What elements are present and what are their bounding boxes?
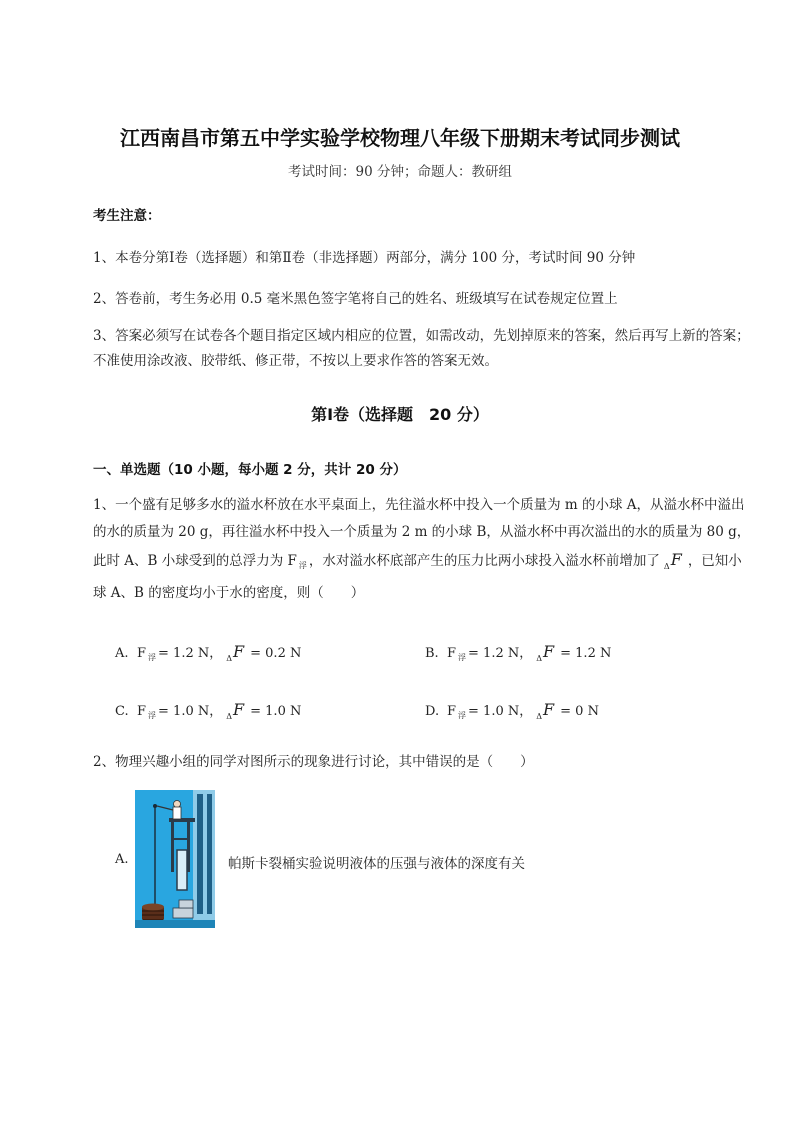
notice-item-3: 3、答案必须写在试卷各个题目指定区域内相应的位置，如需改动，先划掉原来的答案，然后再写上新的答案；不准使用涂改液、胶带纸、修正带，不按以上要求作答的答案无效。 bbox=[93, 328, 750, 369]
delta-symbol: Δ bbox=[663, 562, 670, 571]
notice-item-2: 2、答卷前，考生务必用 0.5 毫米黑色签字笔将自己的姓名、班级填写在试卷规定位置上 bbox=[93, 291, 618, 307]
q1-option-c[interactable]: C. F $_浮$ = 1.0 N， $_\Delta$F = 1.0 N bbox=[115, 700, 302, 721]
notice-heading: 考生注意： bbox=[93, 208, 161, 224]
option-key: D. bbox=[425, 704, 440, 719]
q2-option-a-key[interactable]: A. bbox=[115, 852, 129, 867]
part-heading: 一、单选题（10 小题，每小题 2 分，共计 20 分） bbox=[93, 462, 407, 478]
exam-subtitle: 考试时间：90 分钟；命题人：教研组 bbox=[288, 164, 512, 180]
q1-option-a[interactable]: A. F $_浮$ = 1.2 N， $_\Delta$F = 0.2 N bbox=[115, 642, 302, 663]
question-1 bbox=[93, 492, 753, 607]
question-2: 2、物理兴趣小组的同学对图所示的现象进行讨论，其中错误的是（ ） bbox=[93, 754, 534, 770]
option-key: B. bbox=[425, 646, 439, 661]
pascal-barrel-image bbox=[135, 790, 215, 928]
f-symbol: F bbox=[670, 550, 682, 569]
q1-text-c: ，已知小球 A、B 的密度均小于水的密度，则（ ） bbox=[93, 553, 742, 601]
notice-item-1: 1、本卷分第Ⅰ卷（选择题）和第Ⅱ卷（非选择题）两部分，满分 100 分，考试时间 90 分钟 bbox=[93, 250, 636, 266]
section-heading: 第Ⅰ卷（选择题 20 分） bbox=[311, 405, 489, 424]
q1-delta-f bbox=[664, 546, 682, 580]
option-key: C. bbox=[115, 704, 129, 719]
q2-option-a-text: 帕斯卡裂桶实验说明液体的压强与液体的深度有关 bbox=[228, 856, 525, 872]
q1-option-b[interactable]: B. F $_浮$ = 1.2 N， $_\Delta$F = 1.2 N bbox=[425, 642, 612, 663]
q1-option-d[interactable]: D. F $_浮$ = 1.0 N， $_\Delta$F = 0 N bbox=[425, 700, 599, 721]
option-key: A. bbox=[115, 646, 129, 661]
pascal-barrel-illustration bbox=[135, 790, 215, 928]
q1-text-b: ，水对溢水杯底部产生的压力比两小球投入溢水杯前增加了 bbox=[308, 553, 660, 569]
q1-text-a: 1、一个盛有足够多水的溢水杯放在水平桌面上，先往溢水杯中投入一个质量为 m 的小球 A，从溢水杯中溢出的水的质量为 20 g，再往溢水杯中投入一个质量为 2 m 的小球 B，从溢水杯中再次溢出的水的质量为 80 g，此时 A、B 小球受到的总浮力为 F bbox=[93, 497, 751, 569]
page-title: 江西南昌市第五中学实验学校物理八年级下册期末考试同步测试 bbox=[120, 126, 680, 150]
q1-sub-fu: 浮 bbox=[298, 561, 307, 570]
